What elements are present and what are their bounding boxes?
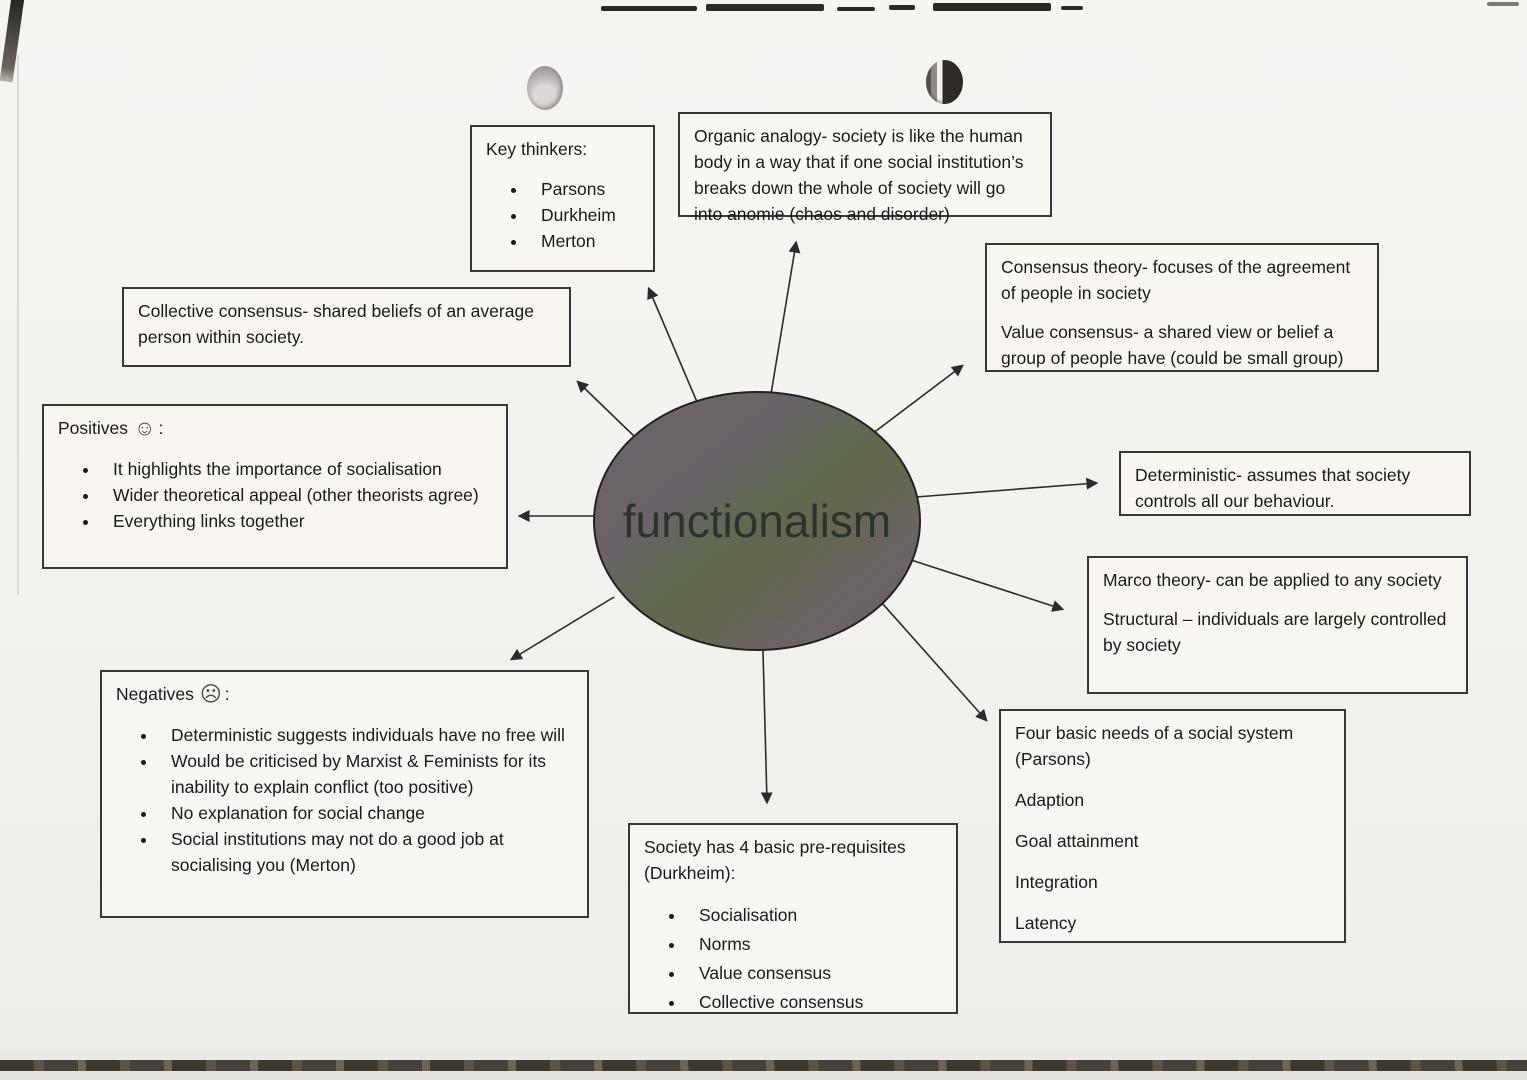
need-integration: Integration (1015, 872, 1098, 892)
list-item: • Durkheim (528, 202, 639, 228)
collective-consensus-box (122, 287, 571, 367)
deterministic-box (1119, 451, 1471, 516)
arrow-to-organic-analogy (771, 243, 796, 394)
consensus-theory-box (985, 243, 1379, 372)
list-item: • Value consensus (686, 959, 942, 988)
list-item: • Merton (528, 228, 639, 254)
list-item: • No explanation for social change (158, 800, 573, 826)
list-item: • Collective consensus (686, 988, 942, 1017)
consensus-theory-text: Consensus theory- focuses of the agreement of people in society (1001, 257, 1351, 303)
arrow-to-key-thinkers (649, 289, 697, 402)
organic-analogy-text: Organic analogy- society is like the human body in a way that if one social institution’s breaks down the whole of society will go into anomie (chaos and disorder) (694, 126, 1024, 224)
list-item: • Parsons (528, 176, 639, 202)
arrow-to-negatives (512, 597, 614, 659)
arrow-to-consensus-theory (872, 366, 962, 434)
positives-title-text: Positives (58, 418, 129, 438)
negatives-title-text: Negatives (116, 684, 194, 704)
arrow-to-marco-theory (908, 559, 1062, 609)
list-item: • Socialisation (686, 901, 942, 930)
list-item: • Social institutions may not do a good job at socialising you (Merton) (158, 826, 573, 878)
four-needs-title: Four basic needs of a social system (Parsons) (1015, 723, 1294, 769)
arrow-to-collective-consensus (578, 382, 634, 436)
negatives-title-suffix: : (224, 684, 230, 704)
negatives-list (116, 722, 573, 878)
list-item: • It highlights the importance of socialisation (100, 456, 492, 482)
negatives-title (116, 681, 573, 707)
positives-box (42, 404, 508, 569)
need-adaption: Adaption (1015, 790, 1085, 810)
collective-consensus-text: Collective consensus- shared beliefs of an average person within society. (138, 301, 534, 347)
society-prerequisites-box (628, 823, 958, 1014)
organic-analogy-box (678, 112, 1052, 224)
list-item: • Wider theoretical appeal (other theorists agree) (100, 482, 492, 508)
sad-face-icon: ☹ (199, 683, 222, 706)
value-consensus-text: Value consensus- a shared view or belief a group of people have (could be small group) (1001, 322, 1344, 368)
negatives-box (100, 670, 589, 918)
list-item: • Norms (686, 930, 942, 959)
key-thinkers-list (486, 176, 639, 254)
list-item: • Deterministic suggests individuals have no free will (158, 722, 573, 748)
key-thinkers-box (470, 125, 655, 272)
arrow-to-society (763, 651, 767, 802)
marco-theory-text: Marco theory- can be applied to any society (1103, 570, 1442, 590)
need-goal-attainment: Goal attainment (1015, 831, 1139, 851)
central-topic-label: functionalism (622, 495, 892, 547)
positives-title-suffix: : (158, 418, 164, 438)
arrow-to-four-basic-needs (874, 594, 986, 720)
deterministic-text: Deterministic- assumes that society controls all our behaviour. (1135, 465, 1411, 511)
list-item: • Would be criticised by Marxist & Feminists for its inability to explain conflict (too positive) (158, 748, 573, 800)
key-thinkers-title: Key thinkers: (486, 139, 588, 159)
structural-text: Structural – individuals are largely controlled by society (1103, 609, 1447, 655)
smiley-face-icon: ☺ (134, 417, 156, 440)
list-item: • Everything links together (100, 508, 492, 534)
positives-list (58, 456, 492, 534)
need-latency: Latency (1015, 913, 1077, 933)
arrow-to-deterministic (916, 483, 1096, 497)
society-title: Society has 4 basic pre-requisites (Durkheim): (644, 837, 906, 883)
society-list (644, 901, 942, 1017)
positives-title (58, 415, 492, 441)
four-basic-needs-box (999, 709, 1346, 943)
marco-theory-box (1087, 556, 1468, 694)
